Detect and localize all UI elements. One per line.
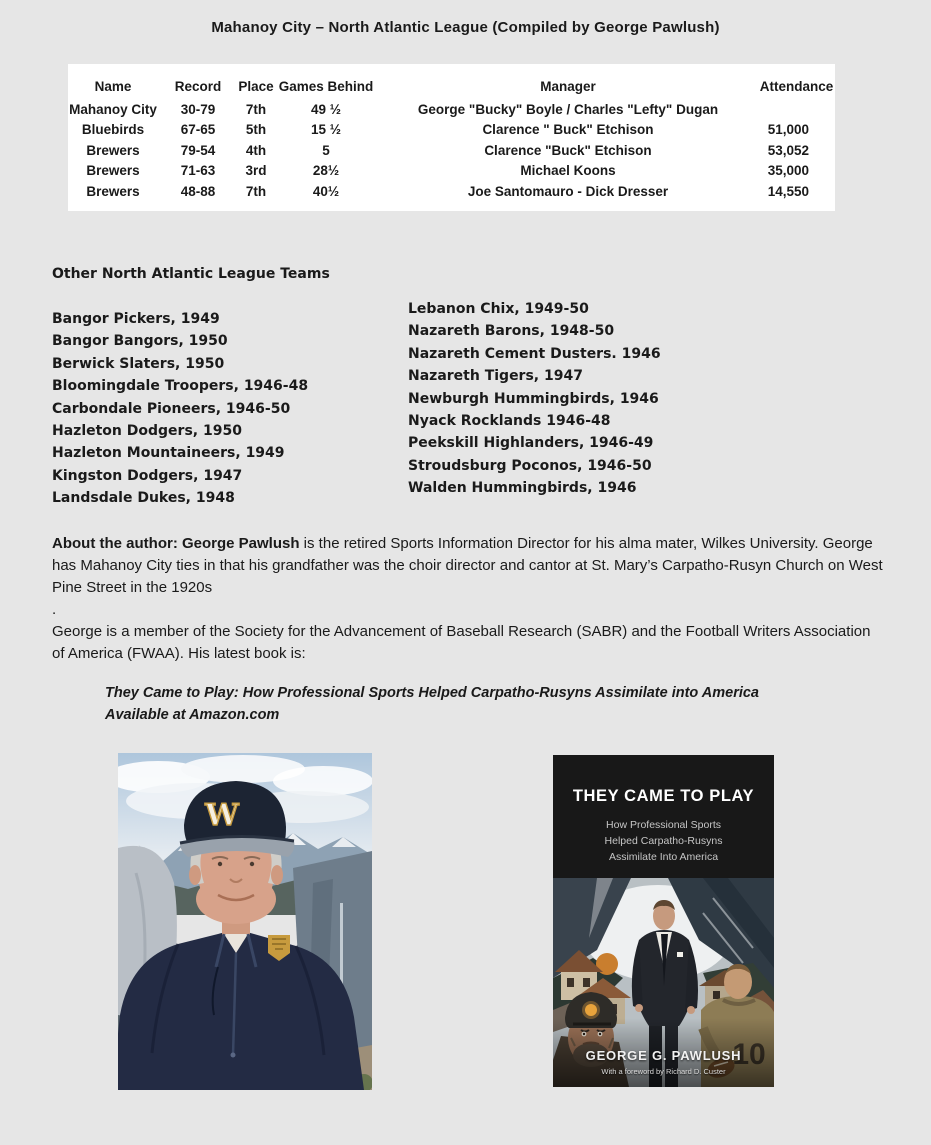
team-item: Hazleton Dodgers, 1950 (52, 423, 242, 440)
team-name-cell: Mahanoy City (69, 101, 157, 117)
team-item: Lebanon Chix, 1949-50 (408, 301, 589, 317)
team-item: Nyack Rocklands 1946-48 (408, 413, 611, 430)
manager-cell: Clarence "Buck" Etchison (484, 142, 652, 158)
team-name-cell: Bluebirds (81, 122, 145, 138)
record-cell: 30-79 (180, 101, 216, 117)
record-cell: 67-65 (180, 122, 216, 138)
team-item: Nazareth Cement Dusters. 1946 (408, 345, 661, 362)
attendance-cell: 53,052 (767, 142, 809, 158)
manager-cell: Joe Santomauro - Dick Dresser (467, 183, 669, 199)
table-row (68, 140, 835, 161)
table-row (68, 120, 835, 141)
table-row (68, 161, 835, 182)
column-header-place: Place (238, 79, 274, 94)
place-cell: 7th (245, 183, 267, 199)
standings-table (68, 64, 835, 211)
team-item: Kingston Dodgers, 1947 (52, 467, 243, 484)
column-header-games-behind: Games Behind (278, 79, 374, 94)
attendance-cell: 35,000 (767, 163, 809, 179)
cover-title: THEY CAME TO PLAY (572, 787, 755, 805)
about-paragraph-1-text: is the retired Sports Information Director for his alma mater, Wilkes University. George has Mahanoy City ties in that his grandfather was the choir director and cantor at St. Mary’s Carpatho-Rusyn Church on West Pine Street in the 1920s (52, 535, 883, 596)
record-cell: 71-63 (180, 163, 216, 179)
cap-letter: W (205, 798, 239, 833)
column-header-name: Name (94, 79, 132, 94)
cover-author: GEORGE G. PAWLUSH (585, 1048, 742, 1063)
cover-subtitle-line: Assimilate Into America (608, 851, 719, 863)
column-header-record: Record (174, 79, 222, 94)
record-cell: 79-54 (180, 142, 216, 158)
manager-cell: Michael Koons (520, 163, 616, 179)
cover-subtitle-line: Helped Carpatho-Rusyns (604, 835, 723, 847)
about-paragraph-2: George is a member of the Society for the Advancement of Baseball Research (SABR) and the Football Writers Association of America (FWAA). His latest book is: (52, 623, 871, 662)
cover-subtitle-line: How Professional Sports (606, 819, 721, 831)
place-cell: 4th (245, 142, 267, 158)
column-header-manager: Manager (540, 79, 596, 94)
book-promo-title: They Came to Play: How Professional Sports Helped Carpatho-Rusyns Assimilate into America (105, 685, 760, 701)
about-lead: About the author: George Pawlush (52, 535, 300, 552)
team-item: Stroudsburg Poconos, 1946-50 (408, 457, 652, 474)
column-header-attendance: Attendance (759, 79, 834, 94)
team-item: Nazareth Barons, 1948-50 (408, 323, 615, 340)
table-row (68, 181, 835, 202)
team-item: Berwick Slaters, 1950 (52, 355, 225, 372)
team-item: Newburgh Hummingbirds, 1946 (408, 390, 659, 407)
attendance-cell (758, 99, 835, 120)
team-name-cell: Brewers (86, 163, 140, 179)
team-item: Nazareth Tigers, 1947 (408, 368, 583, 385)
team-item: Walden Hummingbirds, 1946 (408, 480, 637, 497)
games-behind-cell: 5 (322, 142, 330, 158)
team-item: Carbondale Pioneers, 1946-50 (52, 400, 291, 417)
team-name-cell: Brewers (86, 183, 140, 199)
attendance-cell: 51,000 (767, 122, 809, 138)
team-item: Landsdale Dukes, 1948 (52, 490, 235, 507)
team-list-left (52, 308, 308, 510)
period-line: . (52, 601, 57, 618)
place-cell: 5th (245, 122, 267, 138)
table-row (68, 99, 835, 120)
team-item: Peekskill Highlanders, 1946-49 (408, 435, 654, 452)
cover-foreword: With a foreword by Richard D. Custer (601, 1067, 726, 1076)
games-behind-cell: 40½ (312, 183, 340, 199)
table-header-row (68, 79, 835, 99)
book-promo-availability: Available at Amazon.com (105, 707, 280, 723)
record-cell: 48-88 (180, 183, 216, 199)
team-item: Bloomingdale Troopers, 1946-48 (52, 378, 309, 395)
games-behind-cell: 28½ (312, 163, 340, 179)
book-promo (105, 682, 759, 726)
page-title: Mahanoy City – North Atlantic League (Compiled by George Pawlush) (211, 19, 720, 36)
manager-cell: George "Bucky" Boyle / Charles "Lefty" Dugan (417, 101, 719, 117)
place-cell: 7th (245, 101, 267, 117)
place-cell: 3rd (245, 163, 267, 179)
team-item: Hazleton Mountaineers, 1949 (52, 445, 285, 462)
games-behind-cell: 15 ½ (310, 122, 342, 138)
about-author-section (52, 533, 886, 665)
manager-cell: Clarence " Buck" Etchison (482, 122, 654, 138)
book-cover (553, 755, 774, 1087)
attendance-cell: 14,550 (767, 183, 809, 199)
team-item: Bangor Bangors, 1950 (52, 333, 228, 350)
team-name-cell: Brewers (86, 142, 140, 158)
games-behind-cell: 49 ½ (310, 101, 342, 117)
other-teams-heading: Other North Atlantic League Teams (52, 266, 330, 282)
author-photo (118, 753, 372, 1090)
cover-subtitle (553, 817, 774, 865)
team-item: Bangor Pickers, 1949 (52, 311, 220, 327)
team-list-right (408, 298, 661, 500)
about-paragraph-1 (52, 533, 886, 599)
